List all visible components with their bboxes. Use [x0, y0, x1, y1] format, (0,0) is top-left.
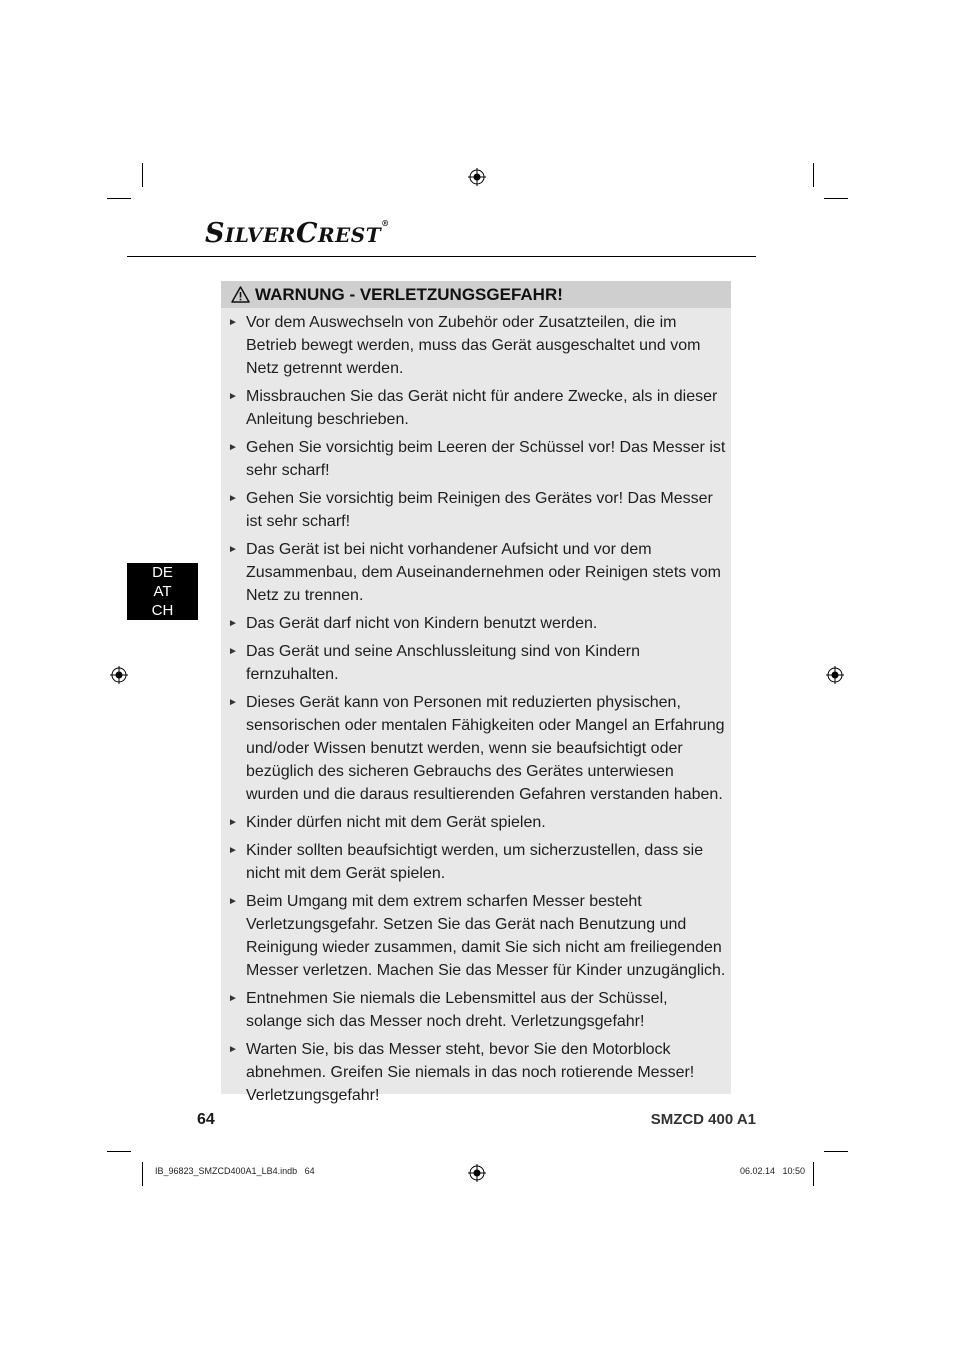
crop-mark [107, 198, 131, 199]
warning-title: WARNUNG - VERLETZUNGSGEFAHR! [255, 285, 563, 304]
registration-mark-icon [468, 168, 486, 186]
arrow-bullet-icon: ► [228, 817, 238, 828]
language-tab [127, 563, 198, 620]
arrow-bullet-icon: ► [228, 391, 238, 402]
list-item: ► Kinder sollten beaufsichtigt werden, um sicherzustellen, dass sie nicht mit dem Gerät spielen. [228, 839, 728, 885]
arrow-bullet-icon: ► [228, 442, 238, 453]
list-item: ► Das Gerät darf nicht von Kindern benutzt werden. [228, 612, 728, 635]
list-item: ► Entnehmen Sie niemals die Lebensmittel aus der Schüssel, solange sich das Messer noch dreht. Verletzungsgefahr! [228, 987, 728, 1033]
list-item: ► Missbrauchen Sie das Gerät nicht für andere Zwecke, als in dieser Anleitung beschrieben. [228, 385, 728, 431]
arrow-bullet-icon: ► [228, 896, 238, 907]
warning-list [228, 311, 728, 1112]
arrow-bullet-icon: ► [228, 493, 238, 504]
list-item: ► Vor dem Auswechseln von Zubehör oder Zusatzteilen, die im Betrieb bewegt werden, muss das Gerät ausgeschaltet und vom Netz getrennt werden. [228, 311, 728, 380]
arrow-bullet-icon: ► [228, 317, 238, 328]
brand-logo: SILVERCREST® [205, 218, 390, 249]
crop-mark [824, 1151, 848, 1152]
crop-mark [813, 1162, 814, 1186]
print-slug: IB_96823_SMZCD400A1_LB4.indb 64 [155, 1166, 315, 1176]
list-item: ► Das Gerät und seine Anschlussleitung sind von Kindern fernzuhalten. [228, 640, 728, 686]
registration-mark-icon [468, 1164, 486, 1182]
list-item: ► Gehen Sie vorsichtig beim Reinigen des Gerätes vor! Das Messer ist sehr scharf! [228, 487, 728, 533]
arrow-bullet-icon: ► [228, 618, 238, 629]
list-item: ► Gehen Sie vorsichtig beim Leeren der Schüssel vor! Das Messer ist sehr scharf! [228, 436, 728, 482]
warning-triangle-icon [231, 286, 250, 303]
warning-header [221, 281, 731, 308]
crop-mark [107, 1151, 131, 1152]
list-item: ► Beim Umgang mit dem extrem scharfen Messer besteht Verletzungsgefahr. Setzen Sie das Gerät nach Benutzung und Reinigung wieder zusammen, damit Sie sich nicht am freiliegenden Messer verletzen. Machen Sie das Messer für Kinder unzugänglich. [228, 890, 728, 982]
crop-mark [813, 163, 814, 187]
header-rule [127, 256, 756, 257]
language-at: AT [153, 583, 172, 600]
list-item: ► Das Gerät ist bei nicht vorhandener Aufsicht und vor dem Zusammenbau, dem Auseinandernehmen oder Reinigen stets vom Netz zu trennen. [228, 538, 728, 607]
print-timestamp: 06.02.14 10:50 [739, 1166, 805, 1176]
crop-mark [824, 198, 848, 199]
registration-mark-icon [110, 666, 128, 684]
language-ch: CH [151, 602, 174, 619]
language-de: DE [152, 564, 173, 581]
crop-mark [142, 1162, 143, 1186]
crop-mark [142, 163, 143, 187]
registration-mark-icon [826, 666, 844, 684]
arrow-bullet-icon: ► [228, 544, 238, 555]
list-item: ► Warten Sie, bis das Messer steht, bevor Sie den Motorblock abnehmen. Greifen Sie niemals in das noch rotierende Messer! Verletzungsgefahr! [228, 1038, 728, 1107]
arrow-bullet-icon: ► [228, 1044, 238, 1055]
page-number: 64 [197, 1111, 215, 1128]
arrow-bullet-icon: ► [228, 993, 238, 1004]
arrow-bullet-icon: ► [228, 646, 238, 657]
arrow-bullet-icon: ► [228, 697, 238, 708]
arrow-bullet-icon: ► [228, 845, 238, 856]
model-number: SMZCD 400 A1 [650, 1111, 756, 1128]
list-item: ► Dieses Gerät kann von Personen mit reduzierten physischen, sensorischen oder mentalen Fähigkeiten oder Mangel an Erfahrung und/oder Wissen benutzt werden, wenn sie beaufsichtigt oder bezüglich des sicheren Gebrauchs des Gerätes unterwiesen wurden und die daraus resultierenden Gefahren verstanden haben. [228, 691, 728, 806]
list-item: ► Kinder dürfen nicht mit dem Gerät spielen. [228, 811, 728, 834]
